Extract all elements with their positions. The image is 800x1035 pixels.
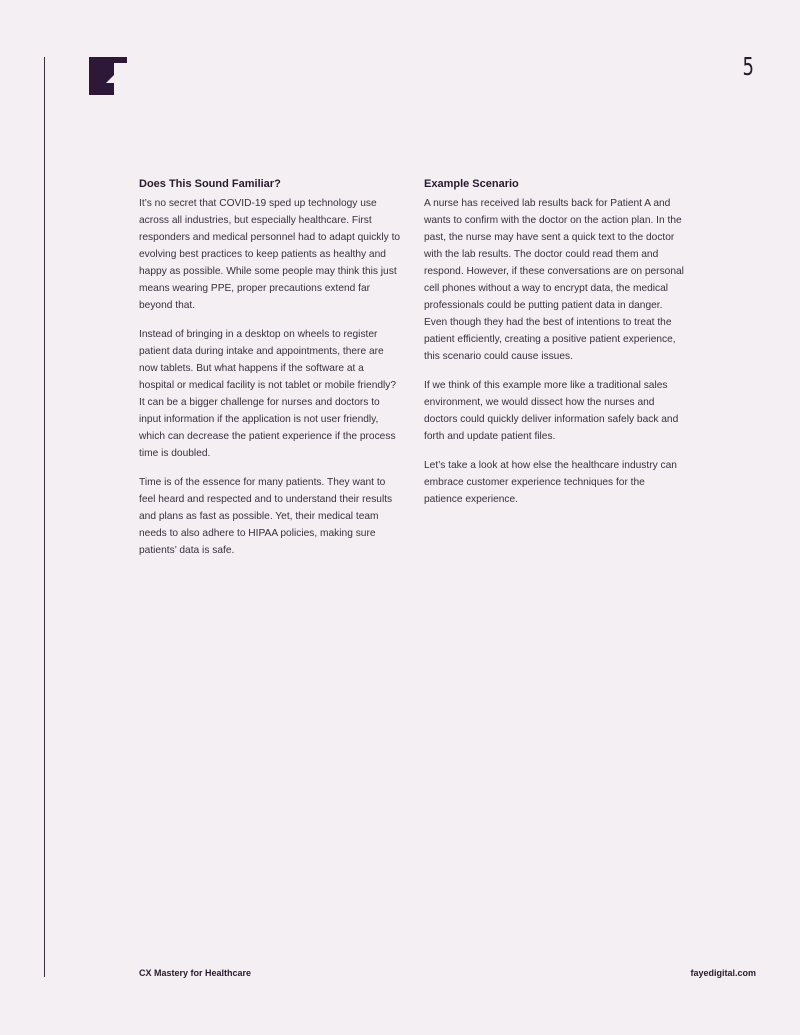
paragraph: Instead of bringing in a desktop on wheels to register patient data during intake and appointments, there are now tablets. But what happens if the software at a hospital or medical facility is not tablet or mobile friendly? It can be a bigger challenge for nurses and doctors to input information if the application is not user friendly, which can decrease the patient experience if the process time is doubled. bbox=[139, 329, 397, 459]
section-heading: Example Scenario bbox=[424, 178, 519, 190]
paragraph: Let’s take a look at how else the healthcare industry can embrace customer experience techniques for the patience experience. bbox=[424, 460, 677, 505]
faye-logo-icon bbox=[89, 57, 127, 95]
paragraph: It’s no secret that COVID-19 sped up technology use across all industries, but especially healthcare. First responders and medical personnel had to adapt quickly to evolving best practices to keep patients as healthy and happy as possible. While some people may think this just means wearing PPE, proper precautions extend far beyond that. bbox=[139, 198, 401, 311]
page-number: 5 bbox=[742, 52, 754, 81]
right-column bbox=[424, 177, 686, 520]
section-heading: Does This Sound Familiar? bbox=[139, 178, 281, 190]
footer-title: CX Mastery for Healthcare bbox=[139, 968, 252, 978]
margin-rule bbox=[44, 57, 45, 977]
left-column bbox=[139, 177, 401, 571]
paragraph: Time is of the essence for many patients. They want to feel heard and respected and to understand their results and plans as fast as possible. Yet, their medical team needs to also adhere to HIPAA policies, making sure patients’ data is safe. bbox=[139, 477, 393, 556]
paragraph: A nurse has received lab results back for Patient A and wants to confirm with the doctor on the action plan. In the past, the nurse may have sent a quick text to the doctor with the lab results. The doctor could read them and respond. However, if these conversations are on personal cell phones without a way to encrypt data, the medical professionals could be putting patient data in danger. Even though they had the best of intentions to treat the patient efficiently, creating a positive patient experience, this scenario could cause issues. bbox=[424, 198, 684, 362]
footer-website-link[interactable]: fayedigital.com bbox=[690, 968, 756, 978]
paragraph: If we think of this example more like a traditional sales environment, we would dissect how the nurses and doctors could quickly deliver information safely back and forth and update patient files. bbox=[424, 380, 679, 442]
